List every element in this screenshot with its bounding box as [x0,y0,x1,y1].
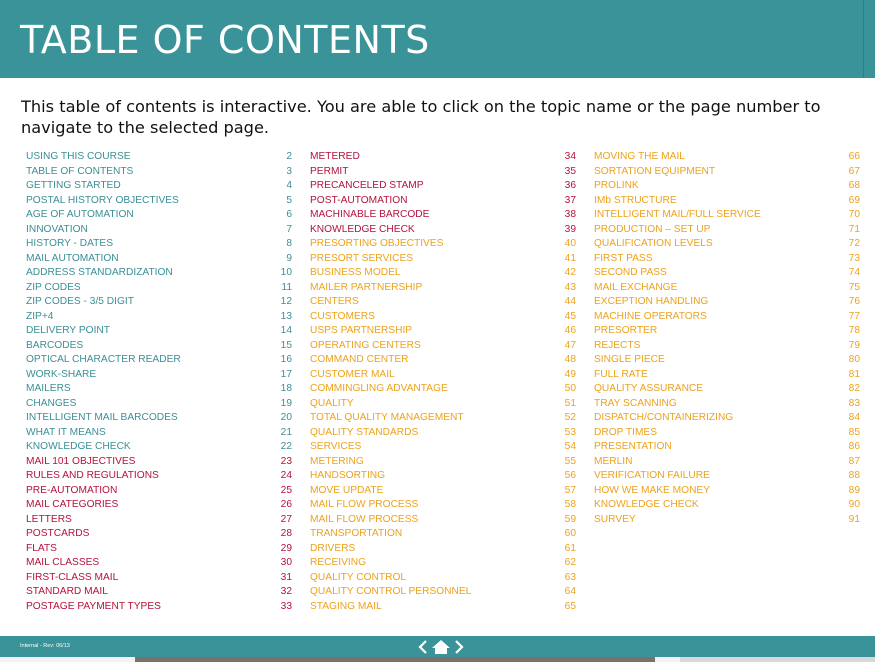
toc-page-number[interactable]: 77 [848,310,860,322]
bottom-strip [0,657,875,662]
toc-page-number[interactable]: 18 [280,383,292,394]
toc-page-number[interactable]: 30 [280,557,292,568]
toc-entry[interactable] [310,411,576,426]
toc-entry[interactable] [594,252,860,267]
toc-topic-link[interactable]: STAGING MAIL [310,600,382,612]
toc-page-number[interactable]: 61 [564,542,576,554]
toc-topic-link[interactable]: RULES AND REGULATIONS [26,470,159,481]
revision-label: Internal - Rev: 06/13 [20,643,70,649]
toc-page-number[interactable]: 7 [286,223,292,235]
toc-topic-link[interactable]: INTELLIGENT MAIL BARCODES [26,412,178,423]
toc-page-number[interactable]: 44 [564,296,576,307]
toc-page-number[interactable]: 47 [564,339,576,351]
toc-page-number[interactable]: 50 [564,383,576,394]
toc-entry[interactable] [26,498,292,513]
toc-page-number[interactable]: 43 [564,281,576,293]
toc-topic-link[interactable]: DISPATCH/CONTAINERIZING [594,412,734,423]
toc-topic-link[interactable]: PRESENTATION [594,441,672,452]
toc-page-number[interactable]: 75 [848,281,860,293]
toc-topic-link[interactable]: CHANGES [26,397,77,409]
toc-topic-link[interactable]: PRE-AUTOMATION [26,484,118,496]
toc-column-1 [26,150,292,614]
toc-topic-link[interactable]: STANDARD MAIL [26,586,108,597]
toc-page-number[interactable]: 55 [564,455,576,467]
toc-entry[interactable] [310,339,576,354]
toc-topic-link[interactable]: USPS PARTNERSHIP [310,325,413,336]
toc-topic-link[interactable]: MAIL FLOW PROCESS [310,499,419,510]
toc-topic-link[interactable]: QUALITY ASSURANCE [594,383,704,394]
toc-topic-link[interactable]: QUALITY [310,397,354,409]
toc-page-number[interactable]: 33 [280,600,292,612]
toc-entry[interactable] [594,469,860,484]
toc-entry[interactable] [310,513,576,528]
toc-topic-link[interactable]: HOW WE MAKE MONEY [594,484,711,496]
toc-page-number[interactable]: 63 [564,571,576,583]
toc-page-number[interactable]: 87 [848,455,860,467]
toc-topic-link[interactable]: VERIFICATION FAILURE [594,470,710,481]
toc-topic-link[interactable]: DROP TIMES [594,426,658,438]
toc-page-number[interactable]: 31 [280,571,292,583]
toc-entry[interactable] [310,223,576,238]
toc-topic-link[interactable]: METERED [310,151,360,162]
chevron-right-icon[interactable] [453,639,465,655]
toc-topic-link[interactable]: MAIL FLOW PROCESS [310,513,419,525]
toc-topic-link[interactable]: SINGLE PIECE [594,354,665,365]
toc-entry[interactable] [26,310,292,325]
toc-page-number[interactable]: 59 [564,513,576,525]
toc-entry[interactable] [310,150,576,165]
toc-topic-link[interactable]: REJECTS [594,339,641,351]
toc-topic-link[interactable]: TOTAL QUALITY MANAGEMENT [310,412,464,423]
toc-entry[interactable] [310,208,576,223]
toc-page-number[interactable]: 20 [280,412,292,423]
toc-entry[interactable] [26,179,292,194]
toc-topic-link[interactable]: FLATS [26,542,57,554]
toc-topic-link[interactable]: OPERATING CENTERS [310,339,421,351]
toc-page-number[interactable]: 48 [564,354,576,365]
toc-topic-link[interactable]: BUSINESS MODEL [310,267,401,278]
toc-page-number[interactable]: 65 [564,600,576,612]
toc-topic-link[interactable]: BARCODES [26,339,84,351]
toc-page-number[interactable]: 14 [280,325,292,336]
toc-page-number[interactable]: 86 [848,441,860,452]
toc-page-number[interactable]: 80 [848,354,860,365]
toc-topic-link[interactable]: MAIL AUTOMATION [26,252,119,264]
toc-topic-link[interactable]: IMb STRUCTURE [594,194,677,206]
toc-page-number[interactable]: 58 [564,499,576,510]
toc-entry[interactable] [310,469,576,484]
toc-page-number[interactable]: 17 [280,368,292,380]
toc-topic-link[interactable]: FULL RATE [594,368,648,380]
toc-entry[interactable] [26,281,292,296]
toc-topic-link[interactable]: WHAT IT MEANS [26,426,106,438]
toc-entry[interactable] [26,165,292,180]
toc-page-number[interactable]: 49 [564,368,576,380]
toc-page-number[interactable]: 38 [564,209,576,220]
intro-text: This table of contents is interactive. You are able to click on the topic name or the page number to navigate to the selected page. [21,97,821,137]
toc-topic-link[interactable]: TABLE OF CONTENTS [26,165,134,177]
page-title: TABLE OF CONTENTS [20,18,430,62]
toc-entry[interactable] [26,469,292,484]
toc-page-number[interactable]: 27 [280,513,292,525]
toc-page-number[interactable]: 68 [848,180,860,191]
toc-entry[interactable] [594,440,860,455]
toc-page-number[interactable]: 37 [564,194,576,206]
toc-entry[interactable] [594,382,860,397]
toc-topic-link[interactable]: CUSTOMER MAIL [310,368,395,380]
toc-topic-link[interactable]: MAIL 101 OBJECTIVES [26,455,136,467]
toc-page-number[interactable]: 34 [564,151,576,162]
toc-topic-link[interactable]: QUALIFICATION LEVELS [594,238,713,249]
toc-topic-link[interactable]: INTELLIGENT MAIL/FULL SERVICE [594,209,761,220]
toc-topic-link[interactable]: MACHINABLE BARCODE [310,209,430,220]
background-panel-strip [680,657,875,662]
toc-topic-link[interactable]: QUALITY CONTROL PERSONNEL [310,586,472,597]
toc-page-number[interactable]: 71 [848,223,860,235]
toc-topic-link[interactable]: EXCEPTION HANDLING [594,296,709,307]
toc-page-number[interactable]: 19 [280,397,292,409]
toc-topic-link[interactable]: LETTERS [26,513,72,525]
toc-entry[interactable] [26,223,292,238]
toc-page-number[interactable]: 23 [280,455,292,467]
toc-page-number[interactable]: 13 [280,310,292,322]
toc-entry[interactable] [310,455,576,470]
toc-page-number[interactable]: 12 [280,296,292,307]
background-image-strip [135,657,655,662]
toc-topic-link[interactable]: SECOND PASS [594,267,667,278]
toc-topic-link[interactable]: COMMAND CENTER [310,354,409,365]
toc-entry[interactable] [594,266,860,281]
toc-entry[interactable] [26,208,292,223]
toc-topic-link[interactable]: KNOWLEDGE CHECK [26,441,131,452]
toc-page-number[interactable]: 2 [286,151,292,162]
toc-topic-link[interactable]: MAILER PARTNERSHIP [310,281,423,293]
navigation-controls [417,637,465,656]
toc-entry[interactable] [310,368,576,383]
toc-entry[interactable] [26,585,292,600]
toc-topic-link[interactable]: KNOWLEDGE CHECK [310,223,415,235]
toc-page-number[interactable]: 16 [280,354,292,365]
toc-page-number[interactable]: 6 [286,209,292,220]
toc-column-2 [310,150,576,614]
toc-page-number[interactable]: 84 [848,412,860,423]
toc-entry[interactable] [594,339,860,354]
toc-topic-link[interactable]: USING THIS COURSE [26,151,131,162]
toc-entry[interactable] [26,542,292,557]
toc-topic-link[interactable]: HANDSORTING [310,470,386,481]
toc-page-number[interactable]: 3 [286,165,292,177]
toc-entry[interactable] [310,252,576,267]
toc-entry[interactable] [310,310,576,325]
toc-entry[interactable] [26,266,292,281]
toc-entry[interactable] [26,513,292,528]
toc-page-number[interactable]: 53 [564,426,576,438]
toc-topic-link[interactable]: GETTING STARTED [26,180,121,191]
toc-entry[interactable] [310,484,576,499]
toc-page-number[interactable]: 81 [848,368,860,380]
toc-page-number[interactable]: 89 [848,484,860,496]
toc-page-number[interactable]: 46 [564,325,576,336]
footer-bar [0,636,875,657]
toc-entry[interactable] [310,194,576,209]
home-icon[interactable] [431,639,451,655]
toc-topic-link[interactable]: MAIL CLASSES [26,557,100,568]
toc-entry[interactable] [310,585,576,600]
toc-page-number[interactable]: 25 [280,484,292,496]
toc-page-number[interactable]: 35 [564,165,576,177]
toc-page-number[interactable]: 36 [564,180,576,191]
toc-entry[interactable] [26,382,292,397]
toc-topic-link[interactable]: TRANSPORTATION [310,528,403,539]
toc-topic-link[interactable]: SERVICES [310,441,362,452]
toc-page-number[interactable]: 64 [564,586,576,597]
toc-entry[interactable] [310,571,576,586]
toc-entry[interactable] [594,455,860,470]
toc-page-number[interactable]: 56 [564,470,576,481]
toc-entry[interactable] [26,324,292,339]
toc-entry[interactable] [26,194,292,209]
toc-entry[interactable] [26,353,292,368]
toc-topic-link[interactable]: MAILERS [26,383,71,394]
toc-entry[interactable] [310,266,576,281]
toc-page-number[interactable]: 32 [280,586,292,597]
toc-topic-link[interactable]: PROLINK [594,180,639,191]
toc-page-number[interactable]: 29 [280,542,292,554]
toc-topic-link[interactable]: TRAY SCANNING [594,397,677,409]
toc-topic-link[interactable]: PRESORT SERVICES [310,252,414,264]
toc-topic-link[interactable]: MERLIN [594,455,633,467]
toc-topic-link[interactable]: PRODUCTION – SET UP [594,223,711,235]
toc-entry[interactable] [26,571,292,586]
toc-page-number[interactable]: 76 [848,296,860,307]
toc-entry[interactable] [26,150,292,165]
toc-entry[interactable] [26,440,292,455]
toc-entry[interactable] [310,382,576,397]
toc-topic-link[interactable]: KNOWLEDGE CHECK [594,499,699,510]
toc-entry[interactable] [310,165,576,180]
toc-entry[interactable] [594,484,860,499]
toc-topic-link[interactable]: SURVEY [594,513,636,525]
toc-entry[interactable] [594,310,860,325]
toc-topic-link[interactable]: SORTATION EQUIPMENT [594,165,716,177]
toc-page-number[interactable]: 57 [564,484,576,496]
toc-topic-link[interactable]: POST-AUTOMATION [310,194,408,206]
toc-page-number[interactable]: 72 [848,238,860,249]
toc-entry[interactable] [310,556,576,571]
toc-topic-link[interactable]: FIRST-CLASS MAIL [26,571,119,583]
toc-entry[interactable] [310,179,576,194]
toc-topic-link[interactable]: FIRST PASS [594,252,653,264]
toc-entry[interactable] [594,368,860,383]
toc-page-number[interactable]: 22 [280,441,292,452]
toc-entry[interactable] [26,295,292,310]
toc-page-number[interactable]: 62 [564,557,576,568]
toc-page-number[interactable]: 40 [564,238,576,249]
toc-topic-link[interactable]: MACHINE OPERATORS [594,310,707,322]
toc-entry[interactable] [594,223,860,238]
toc-page-number[interactable]: 90 [848,499,860,510]
toc-topic-link[interactable]: QUALITY CONTROL [310,571,407,583]
toc-topic-link[interactable]: DELIVERY POINT [26,325,110,336]
toc-entry[interactable] [594,165,860,180]
toc-column-3 [594,150,860,527]
toc-entry[interactable] [310,397,576,412]
toc-entry[interactable] [594,281,860,296]
toc-topic-link[interactable]: DRIVERS [310,542,356,554]
header-edge-divider [863,0,864,78]
toc-topic-link[interactable]: MOVING THE MAIL [594,151,685,162]
toc-topic-link[interactable]: WORK-SHARE [26,368,97,380]
toc-page-number[interactable]: 85 [848,426,860,438]
toc-page-number[interactable]: 83 [848,397,860,409]
toc-page-number[interactable]: 88 [848,470,860,481]
toc-entry[interactable] [26,600,292,615]
toc-page-number[interactable]: 4 [286,180,292,191]
toc-entry[interactable] [26,411,292,426]
toc-page-number[interactable]: 28 [280,528,292,539]
toc-topic-link[interactable]: PRESORTER [594,325,658,336]
toc-entry[interactable] [26,484,292,499]
toc-page-number[interactable]: 9 [286,252,292,264]
toc-page-number[interactable]: 21 [280,426,292,438]
toc-entry[interactable] [594,295,860,310]
toc-page-number[interactable]: 24 [280,470,292,481]
toc-topic-link[interactable]: CENTERS [310,296,359,307]
toc-page-number[interactable]: 66 [848,151,860,162]
toc-topic-link[interactable]: RECEIVING [310,557,367,568]
toc-topic-link[interactable]: ZIP CODES - 3/5 DIGIT [26,296,134,307]
toc-page-number[interactable]: 60 [564,528,576,539]
toc-page-number[interactable]: 52 [564,412,576,423]
toc-entry[interactable] [594,411,860,426]
toc-page-number[interactable]: 11 [281,281,292,293]
toc-entry[interactable] [594,498,860,513]
toc-entry[interactable] [310,353,576,368]
toc-topic-link[interactable]: MOVE UPDATE [310,484,384,496]
toc-entry[interactable] [594,353,860,368]
toc-topic-link[interactable]: ZIP+4 [26,310,54,322]
toc-topic-link[interactable]: METERING [310,455,364,467]
toc-entry[interactable] [26,368,292,383]
toc-entry[interactable] [26,426,292,441]
toc-topic-link[interactable]: MAIL CATEGORIES [26,499,119,510]
toc-entry[interactable] [26,556,292,571]
header-bar [0,0,875,78]
toc-topic-link[interactable]: INNOVATION [26,223,88,235]
toc-page-number[interactable]: 42 [564,267,576,278]
toc-topic-link[interactable]: OPTICAL CHARACTER READER [26,354,181,365]
toc-entry[interactable] [310,237,576,252]
toc-entry[interactable] [26,237,292,252]
toc-entry[interactable] [310,527,576,542]
toc-topic-link[interactable]: QUALITY STANDARDS [310,426,419,438]
toc-page-number[interactable]: 54 [564,441,576,452]
toc-page-number[interactable]: 69 [848,194,860,206]
toc-page-number[interactable]: 82 [848,383,860,394]
toc-topic-link[interactable]: POSTAL HISTORY OBJECTIVES [26,194,179,206]
toc-topic-link[interactable]: POSTAGE PAYMENT TYPES [26,600,161,612]
toc-entry[interactable] [310,281,576,296]
toc-page-number[interactable]: 10 [280,267,292,278]
toc-page-number[interactable]: 5 [286,194,292,206]
toc-page-number[interactable]: 70 [848,209,860,220]
chevron-left-icon[interactable] [417,639,429,655]
toc-page-number[interactable]: 74 [848,267,860,278]
toc-entry[interactable] [594,179,860,194]
toc-entry[interactable] [310,324,576,339]
toc-topic-link[interactable]: COMMINGLING ADVANTAGE [310,383,448,394]
toc-page-number[interactable]: 45 [564,310,576,322]
toc-entry[interactable] [26,339,292,354]
toc-entry[interactable] [26,455,292,470]
toc-entry[interactable] [594,150,860,165]
toc-topic-link[interactable]: CUSTOMERS [310,310,375,322]
toc-page-number[interactable]: 15 [280,339,292,351]
toc-topic-link[interactable]: AGE OF AUTOMATION [26,209,134,220]
toc-entry[interactable] [594,208,860,223]
toc-page-number[interactable]: 51 [564,397,576,409]
toc-entry[interactable] [310,440,576,455]
toc-entry[interactable] [594,513,860,528]
toc-topic-link[interactable]: POSTCARDS [26,528,90,539]
toc-entry[interactable] [594,426,860,441]
toc-page-number[interactable]: 39 [564,223,576,235]
toc-page-number[interactable]: 78 [848,325,860,336]
toc-page-number[interactable]: 73 [848,252,860,264]
toc-entry[interactable] [594,237,860,252]
toc-entry[interactable] [310,600,576,615]
toc-topic-link[interactable]: HISTORY - DATES [26,238,113,249]
toc-entry[interactable] [310,542,576,557]
toc-page-number[interactable]: 91 [848,513,860,525]
toc-page-number[interactable]: 8 [286,238,292,249]
toc-topic-link[interactable]: PRECANCELED STAMP [310,180,424,191]
toc-page-number[interactable]: 26 [280,499,292,510]
toc-page-number[interactable]: 67 [848,165,860,177]
toc-entry[interactable] [310,426,576,441]
toc-entry[interactable] [310,295,576,310]
toc-entry[interactable] [594,397,860,412]
toc-entry[interactable] [594,194,860,209]
toc-page-number[interactable]: 41 [564,252,576,264]
toc-topic-link[interactable]: ZIP CODES [26,281,81,293]
toc-topic-link[interactable]: PERMIT [310,165,349,177]
toc-topic-link[interactable]: PRESORTING OBJECTIVES [310,238,444,249]
toc-entry[interactable] [310,498,576,513]
toc-entry[interactable] [26,252,292,267]
toc-entry[interactable] [26,527,292,542]
toc-entry[interactable] [594,324,860,339]
toc-page-number[interactable]: 79 [848,339,860,351]
toc-topic-link[interactable]: MAIL EXCHANGE [594,281,678,293]
toc-topic-link[interactable]: ADDRESS STANDARDIZATION [26,267,173,278]
toc-entry[interactable] [26,397,292,412]
